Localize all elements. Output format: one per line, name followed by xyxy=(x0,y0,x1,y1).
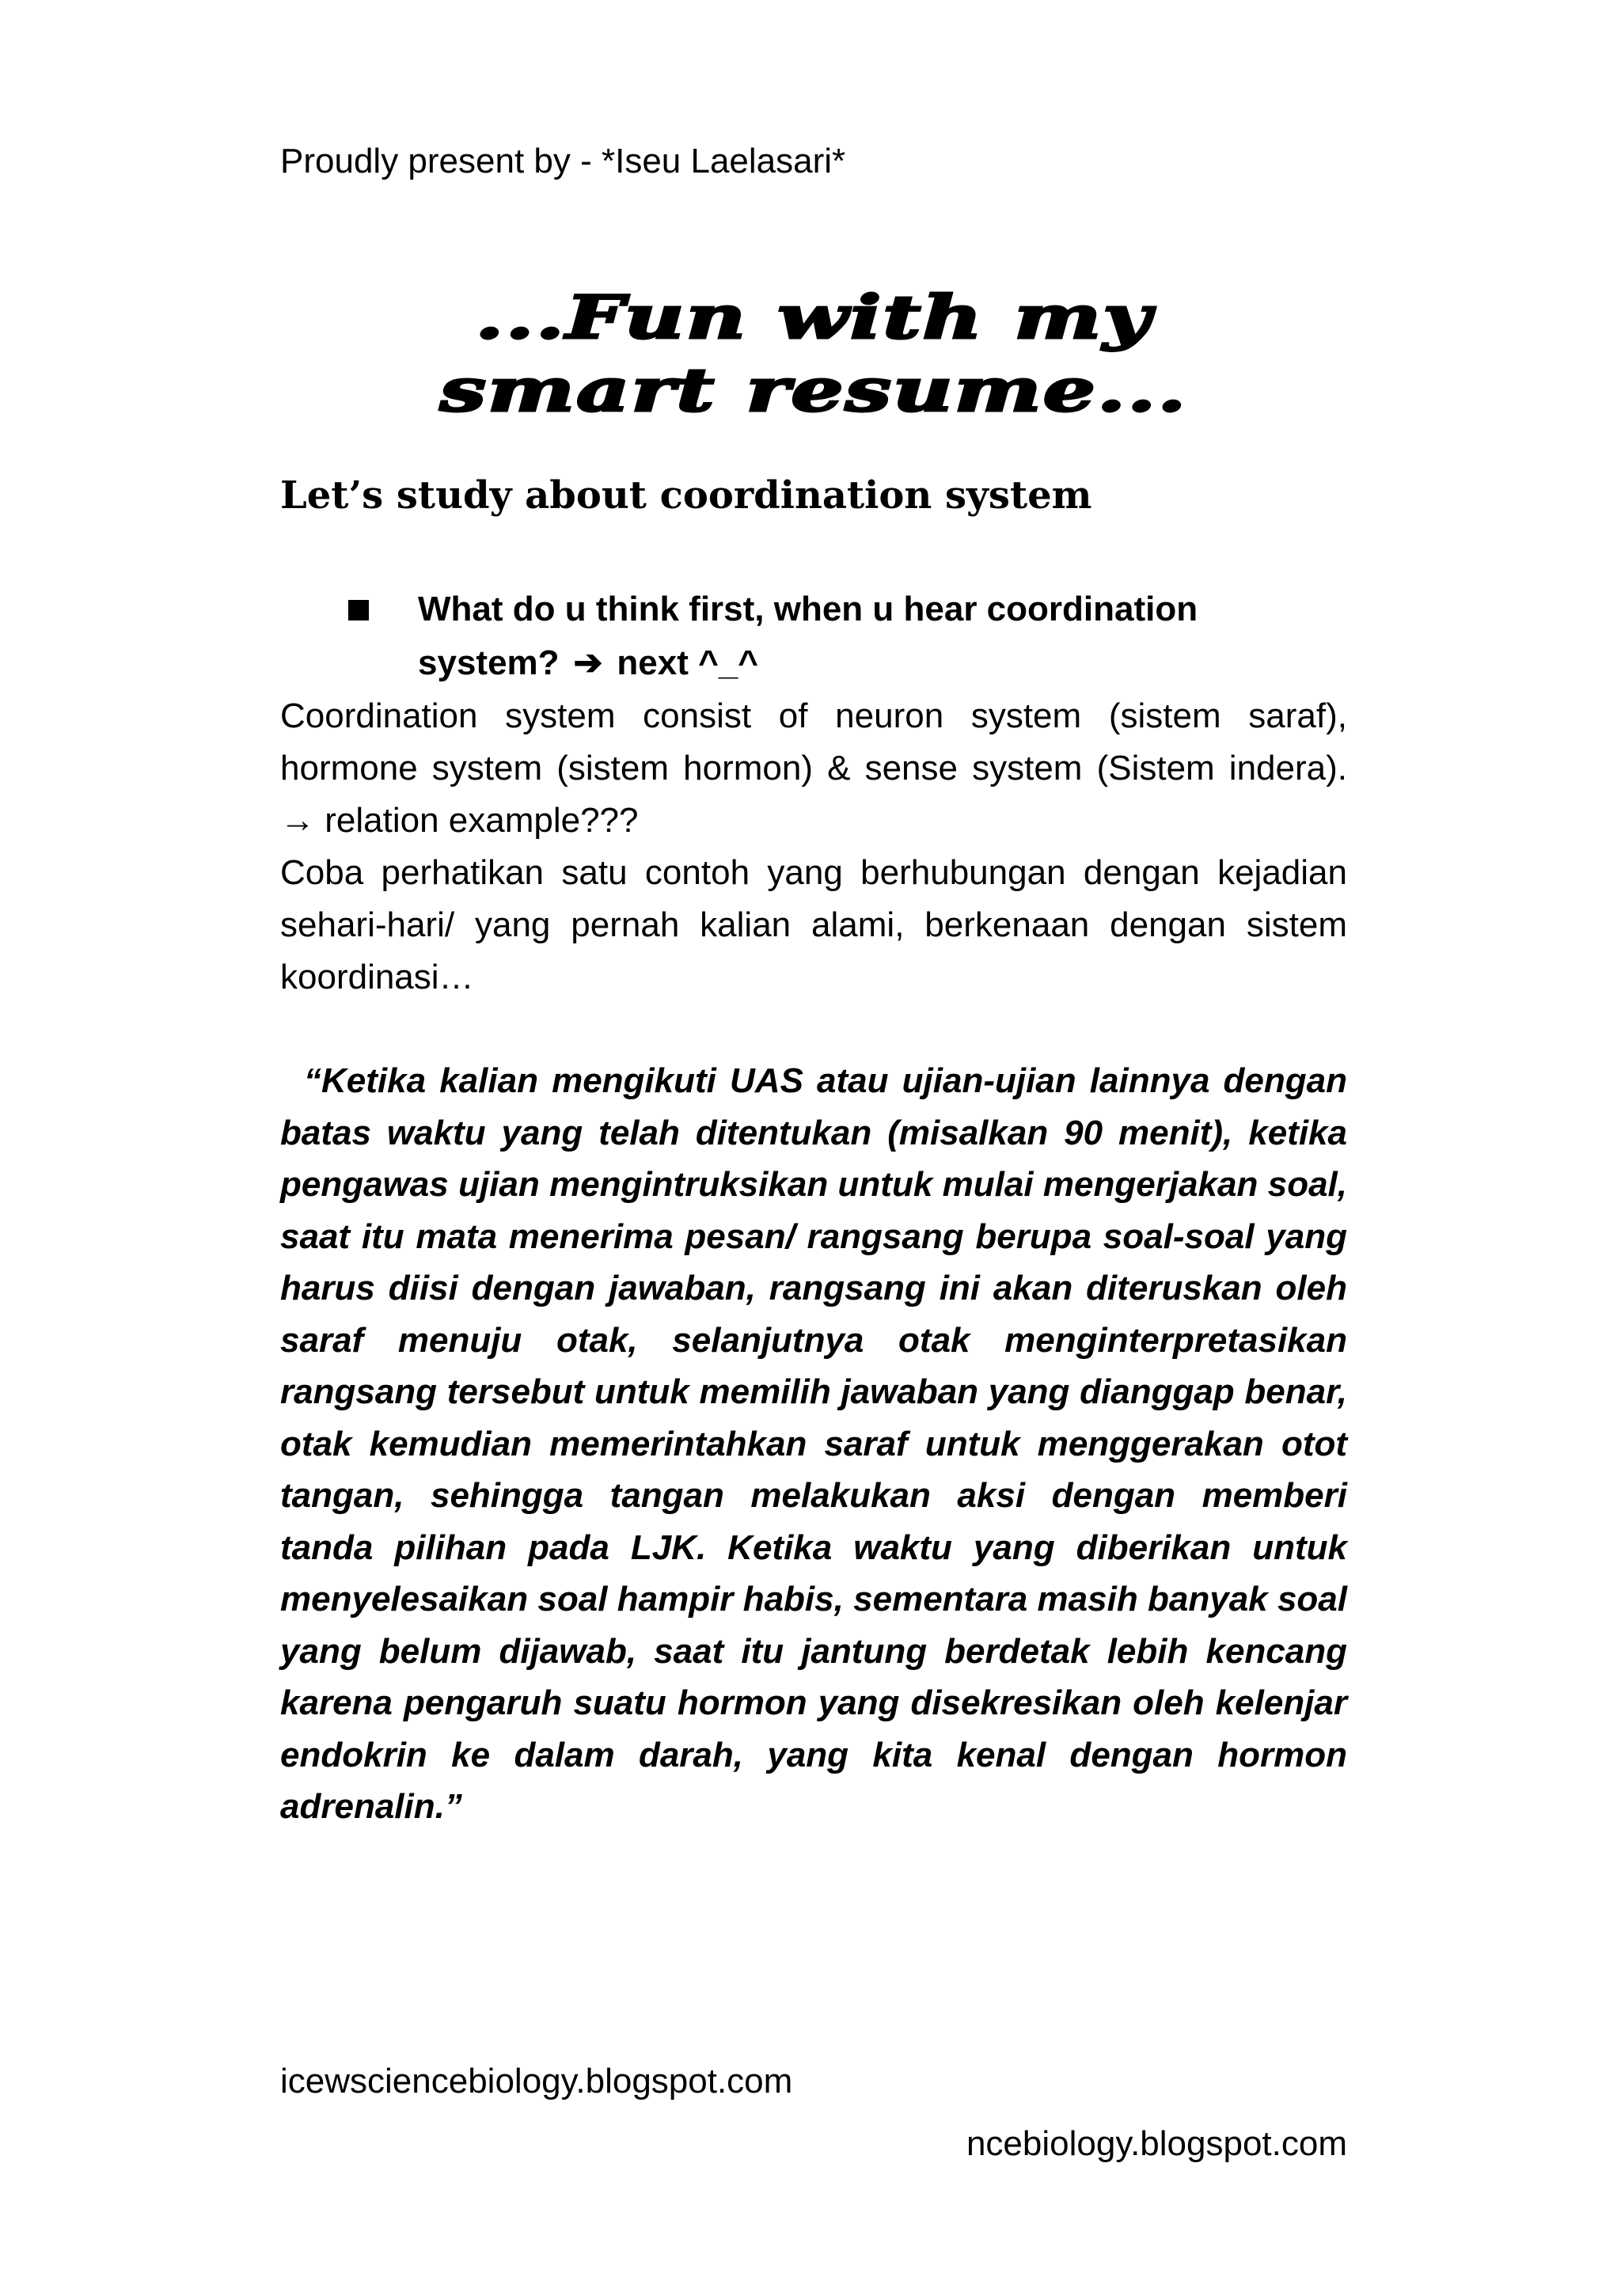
author-byline: Proudly present by - *Iseu Laelasari* xyxy=(280,142,846,180)
paragraph-coordination xyxy=(280,690,1347,847)
title-line-1: ...Fun with my xyxy=(475,282,1152,352)
body-paragraphs xyxy=(280,690,1347,1004)
paragraph-example-intro: Coba perhatikan satu contoh yang berhubungan dengan kejadian sehari-hari/ yang pernah kalian alami, berkenaan dengan sistem koordinasi… xyxy=(280,853,1347,996)
section-heading: Let’s study about coordination system xyxy=(280,473,1092,518)
paragraph-coordination-text: Coordination system consist of neuron system (sistem saraf), hormone system (sistem hormon) & sense system (Sistem indera). xyxy=(280,696,1347,787)
example-quote: “Ketika kalian mengikuti UAS atau ujian-ujian lainnya dengan batas waktu yang telah ditentukan (misalkan 90 menit), ketika pengawas ujian mengintruksikan untuk mulai mengerjakan soal, saat itu mata menerima pesan/ rangsang berupa soal-soal yang harus diisi dengan jawaban, rangsang ini akan diteruskan oleh saraf menuju otak, selanjutnya otak menginterpretasikan rangsang tersebut untuk memilih jawaban yang dianggap benar, otak kemudian memerintahkan saraf untuk menggerakan otot tangan, sehingga tangan melakukan aksi dengan memberi tanda pilihan pada LJK. Ketika waktu yang diberikan untuk menyelesaikan soal hampir habis, sementara masih banyak soal yang belum dijawab, saat itu jantung berdetak lebih kencang karena pengaruh suatu hormon yang disekresikan oleh kelenjar endokrin ke dalam darah, yang kita kenal dengan hormon adrenalin.” xyxy=(280,1061,1347,1826)
right-arrow-icon: → xyxy=(280,801,315,840)
footer-blog-url-right: ncebiology.blogspot.com xyxy=(966,2124,1347,2163)
bullet-question xyxy=(348,583,1282,690)
relation-example-text: relation example??? xyxy=(325,801,639,840)
document-page xyxy=(280,0,1347,2296)
bold-right-arrow-icon: ➔ xyxy=(573,643,603,682)
footer-blog-url-left: icewsciencebiology.blogspot.com xyxy=(280,2062,793,2101)
bullet-question-text: What do u think first, when u hear coordination system? xyxy=(418,590,1198,682)
bullet-text xyxy=(418,583,1282,690)
bullet-next-text: next ^_^ xyxy=(617,643,758,682)
title-line-2: smart resume... xyxy=(439,355,1188,426)
square-bullet-icon xyxy=(348,600,369,620)
document-title xyxy=(280,281,1347,427)
